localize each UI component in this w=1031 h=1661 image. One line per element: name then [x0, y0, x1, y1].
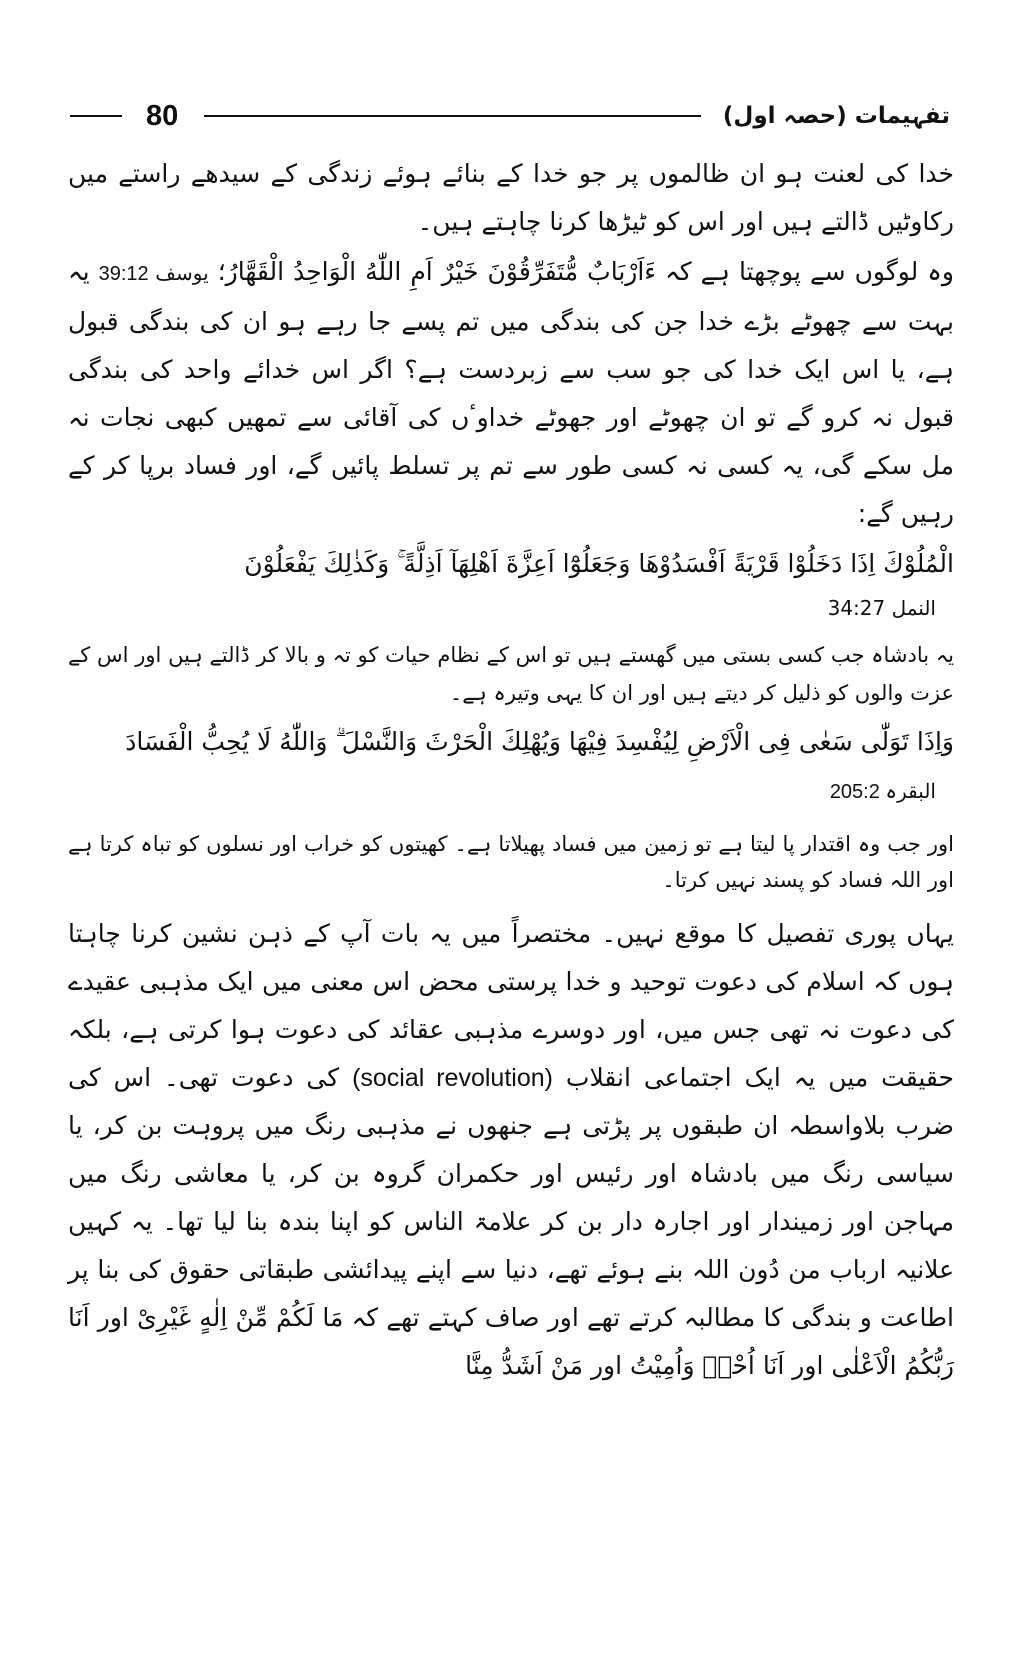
page-number: 80: [146, 99, 179, 132]
quran-quote-yusuf: ءَاَرْبَابٌ مُّتَفَرِّقُوْنَ خَيْرٌ اَمِ اللّٰهُ الْوَاحِدُ الْقَهَّارُ؛: [217, 257, 657, 286]
header-rule-short: [70, 115, 122, 117]
english-term: (social revolution): [352, 1064, 553, 1092]
verse-baqarah-text: وَاِذَا تَوَلّٰى سَعٰى فِى الْاَرْضِ لِيُفْسِدَ فِيْهَا وَيُهْلِكَ الْحَرْثَ وَالنَّسْلَ ۗ وَاللّٰهُ لَا يُحِبُّ الْفَسَادَ: [125, 727, 954, 756]
conjunction-2: اور: [792, 1351, 824, 1380]
quran-phrase-3: اَنَا اُحْىٖ وَاُمِيْتُ: [630, 1351, 785, 1380]
paragraph-3-part-b: کی دعوت تھی۔ اس کی ضرب بلاواسطہ ان طبقوں پر پڑتی ہے جنھوں نے مذہبی رنگ میں پروہت بن کر، یا سیاسی رنگ میں بادشاہ اور رئیس اور حکمران گروہ بن کر، یا معاشی رنگ میں مہاجن اور زمیندار اور اجارہ دار بن کر علامۃ الناس کو اپنا بندہ بنا لیا تھا۔ یہ کہیں علانیہ ارباب من دُون اللہ بنے ہوئے تھے، دنیا سے اپنے پیدائشی طبقاتی حقوق کی بنا پر اطاعت و بندگی کا مطالبہ کرتے تھے اور صاف کہتے تھے کہ: [68, 1063, 955, 1332]
verse-naml-translation: یہ بادشاہ جب کسی بستی میں گھستے ہیں تو اس کے نظام حیات کو تہ و بالا کر ڈالتے ہیں اور اس کے عزت والوں کو ذلیل کر دیتے ہیں اور ان کا یہی وتیرہ ہے۔: [68, 643, 954, 705]
quran-phrase-2: اَنَا رَبُّكُمُ الْاَعْلٰى: [68, 1303, 954, 1380]
verse-naml: الْمُلُوْكَ اِذَا دَخَلُوْا قَرْيَةً اَفْسَدُوْهَا وَجَعَلُوْٓا اَعِزَّةَ اَهْلِهَآ اَذِلَّةً ۚ وَكَذٰلِكَ يَفْعَلُوْنَ: [244, 549, 954, 578]
paragraph-2-body: یہ بہت سے چھوٹے بڑے خدا جن کی بندگی میں تم پسے جا رہے ہو ان کی بندگی قبول ہے، یا اس ایک خدا کی جو سب سے زبردست ہے؟ اگر اس خدائے واحد کی بندگی قبول نہ کرو گے تو ان چھوٹے اور جھوٹے خداوٴں کی آقائی سے تمھیں کبھی نجات نہ مل سکے گی، یہ کسی نہ کسی طور سے تم پر تسلط پائیں گے، اور فساد برپا کر کے رہیں گے:: [68, 257, 954, 528]
paragraph-3-part-a: یہاں پوری تفصیل کا موقع نہیں۔ مختصراً میں یہ بات آپ کے ذہن نشین کرنا چاہتا ہوں کہ اسلام کی دعوت توحید و خدا پرستی محض اس معنی میں ایک مذہبی عقیدے کی دعوت نہ تھی جس میں، اور دوسرے مذہبی عقائد کی دعوت ہوا کرتی ہے، بلکہ حقیقت میں یہ ایک اجتماعی انقلاب: [68, 919, 955, 1092]
header-rule-long: [204, 115, 701, 117]
conjunction-3: اور: [590, 1351, 623, 1380]
paragraph-3: [68, 910, 954, 1390]
book-title: تفہیمات (حصہ اول): [722, 103, 950, 129]
running-header: [70, 96, 950, 136]
ref-baqarah: البقرہ 205:2: [829, 781, 936, 803]
conjunction-1: اور: [97, 1303, 129, 1332]
verse-baqarah: [68, 718, 954, 816]
ref-naml: النمل 34:27: [827, 596, 936, 620]
quran-phrase-1: مَا لَكُمْ مِّنْ اِلٰهٍ غَيْرِىْ: [137, 1303, 344, 1332]
verse-baqarah-translation: اور جب وہ اقتدار پا لیتا ہے تو زمین میں فساد پھیلاتا ہے۔ کھیتوں کو خراب اور نسلوں کو تباہ کرتا ہے اور اللہ فساد کو پسند نہیں کرتا۔: [68, 832, 954, 892]
page-body: [68, 150, 954, 1392]
ref-yusuf: یوسف 39:12: [98, 263, 209, 285]
paragraph-1: خدا کی لعنت ہو ان ظالموں پر جو خدا کے بنائے ہوئے زندگی کے سیدھے راستے میں رکاوٹیں ڈالتے ہیں اور اس کو ٹیڑھا کرنا چاہتے ہیں۔: [68, 159, 954, 236]
paragraph-2-lead: وہ لوگوں سے پوچھتا ہے کہ: [665, 257, 955, 286]
quran-phrase-4: مَنْ اَشَدُّ مِنَّا: [465, 1351, 584, 1380]
paragraph-2: [68, 248, 954, 538]
